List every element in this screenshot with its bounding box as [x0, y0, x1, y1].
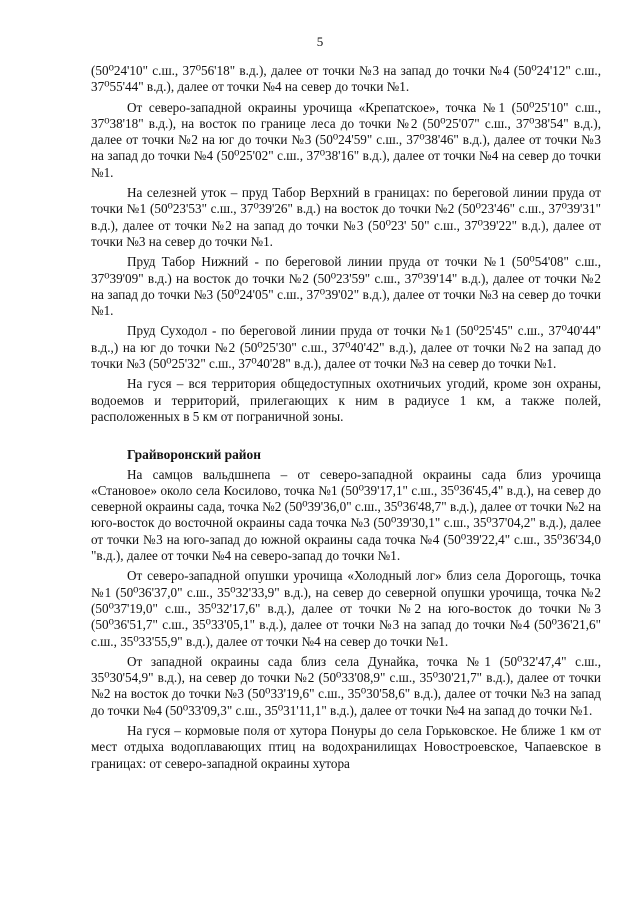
- paragraph: Пруд Суходол - по береговой линии пруда от точки №1 (50⁰25'45" с.ш., 37⁰40'44" в.д.,) на юг до точки №2 (50⁰25'30" с.ш., 37⁰40'42" в.д.), далее от точки №2 на запад до точки №3 (50⁰25'32" с.ш., 37⁰40'28" в.д.), далее от точки №3 на север до точки №1.: [91, 323, 601, 372]
- paragraph: (50⁰24'10" с.ш., 37⁰56'18" в.д.), далее от точки №3 на запад до точки №4 (50⁰24'12" с.ш., 37⁰55'44" в.д.), далее от точки №4 на север до точки №1.: [91, 63, 601, 95]
- page-body: [91, 63, 601, 772]
- paragraph: На гуся – вся территория общедоступных охотничьих угодий, кроме зон охраны, водоемов и территорий, прилегающих к ним в радиусе 1 км, а также полей, расположенных в 5 км от пограничной зоны.: [91, 376, 601, 424]
- paragraph: От западной окраины сада близ села Дунайка, точка №1 (50⁰32'47,4" с.ш., 35⁰30'54,9" в.д.), на север до точки №2 (50⁰33'08,9" с.ш., 35⁰30'21,7" в.д.), далее от точки №2 на восток до точки №3 (50⁰33'19,6" с.ш., 35⁰30'58,6" в.д.), далее от точки №3 на запад до точки №4 (50⁰33'09,3" с.ш., 35⁰31'11,1" в.д.), далее от точки №4 на запад до точки №1.: [91, 653, 601, 718]
- paragraph: От северо-западной опушки урочища «Холодный лог» близ села Дорогощь, точка №1 (50⁰36'37,0" с.ш., 35⁰32'33,9" в.д.), на север до северной опушки урочища, точка №2 (50⁰37'19,0" с.ш., 35⁰32'17,6" в.д.), далее от точки №2 на юго-восток до точки №3 (50⁰36'51,7" с.ш., 35⁰33'05,1" в.д.), далее от точки №3 на запад до точки №4 (50⁰36'21,6" с.ш., 35⁰33'55,9" в.д.), далее от точки №4 на север до точки №1.: [91, 568, 601, 649]
- section-heading: Грайворонский район: [127, 447, 261, 463]
- paragraph: На самцов вальдшнепа – от северо-западной окраины сада близ урочища «Становое» около села Косилово, точка №1 (50⁰39'17,1" с.ш., 35⁰36'45,4" в.д.), на север до северной окраины сада, точка №2 (50⁰39'36,0" с.ш., 35⁰36'48,7" в.д.), далее от точки №2 на юго-восток до восточной окраины сада точка №3 (50⁰39'30,1" с.ш., 35⁰37'04,2" в.д.), далее от точки №3 на юго-запад до южной окраины сада точка №4 (50⁰39'22,4" с.ш., 35⁰36'34,0 "в.д.), далее от точки №4 на северо-запад до точки №1.: [91, 466, 601, 564]
- paragraph: На гуся – кормовые поля от хутора Понуры до села Горьковское. Не ближе 1 км от мест отдыха водоплавающих птиц на водохранилищах Новостроевское, Чапаевское в границах: от северо-западной окраины хутора: [91, 722, 601, 771]
- paragraph: На селезней уток – пруд Табор Верхний в границах: по береговой линии пруда от точки №1 (50⁰23'53" с.ш., 37⁰39'26" в.д.) на восток до точки №2 (50⁰23'46" с.ш., 37⁰39'31" в.д.), далее от точки №2 на запад до точки №3 (50⁰23' 50" с.ш., 37⁰39'22" в.д.), далее от точки №3 на север до точки №1.: [91, 185, 601, 249]
- paragraph: От северо-западной окраины урочища «Крепатское», точка №1 (50⁰25'10" с.ш., 37⁰38'18" в.д.), на восток по границе леса до точки №2 (50⁰25'07" с.ш., 37⁰38'54" в.д.), далее от точки №2 на юг до точки №3 (50⁰24'59" с.ш., 37⁰38'46" в.д.), далее от точки №3 на запад до точки №4 (50⁰25'02" с.ш., 37⁰38'16" в.д.), далее от точки №4 на север до точки №1.: [91, 99, 601, 180]
- page-number: 5: [316, 34, 324, 49]
- paragraph: Пруд Табор Нижний - по береговой линии пруда от точки №1 (50⁰54'08" с.ш., 37⁰39'09" в.д.) на восток до точки №2 (50⁰23'59" с.ш., 37⁰39'14" в.д.), далее от точки №2 на запад до точки №3 (50⁰24'05" с.ш., 37⁰39'02" в.д.), далее от точки №3 на север до точки №1.: [91, 254, 601, 319]
